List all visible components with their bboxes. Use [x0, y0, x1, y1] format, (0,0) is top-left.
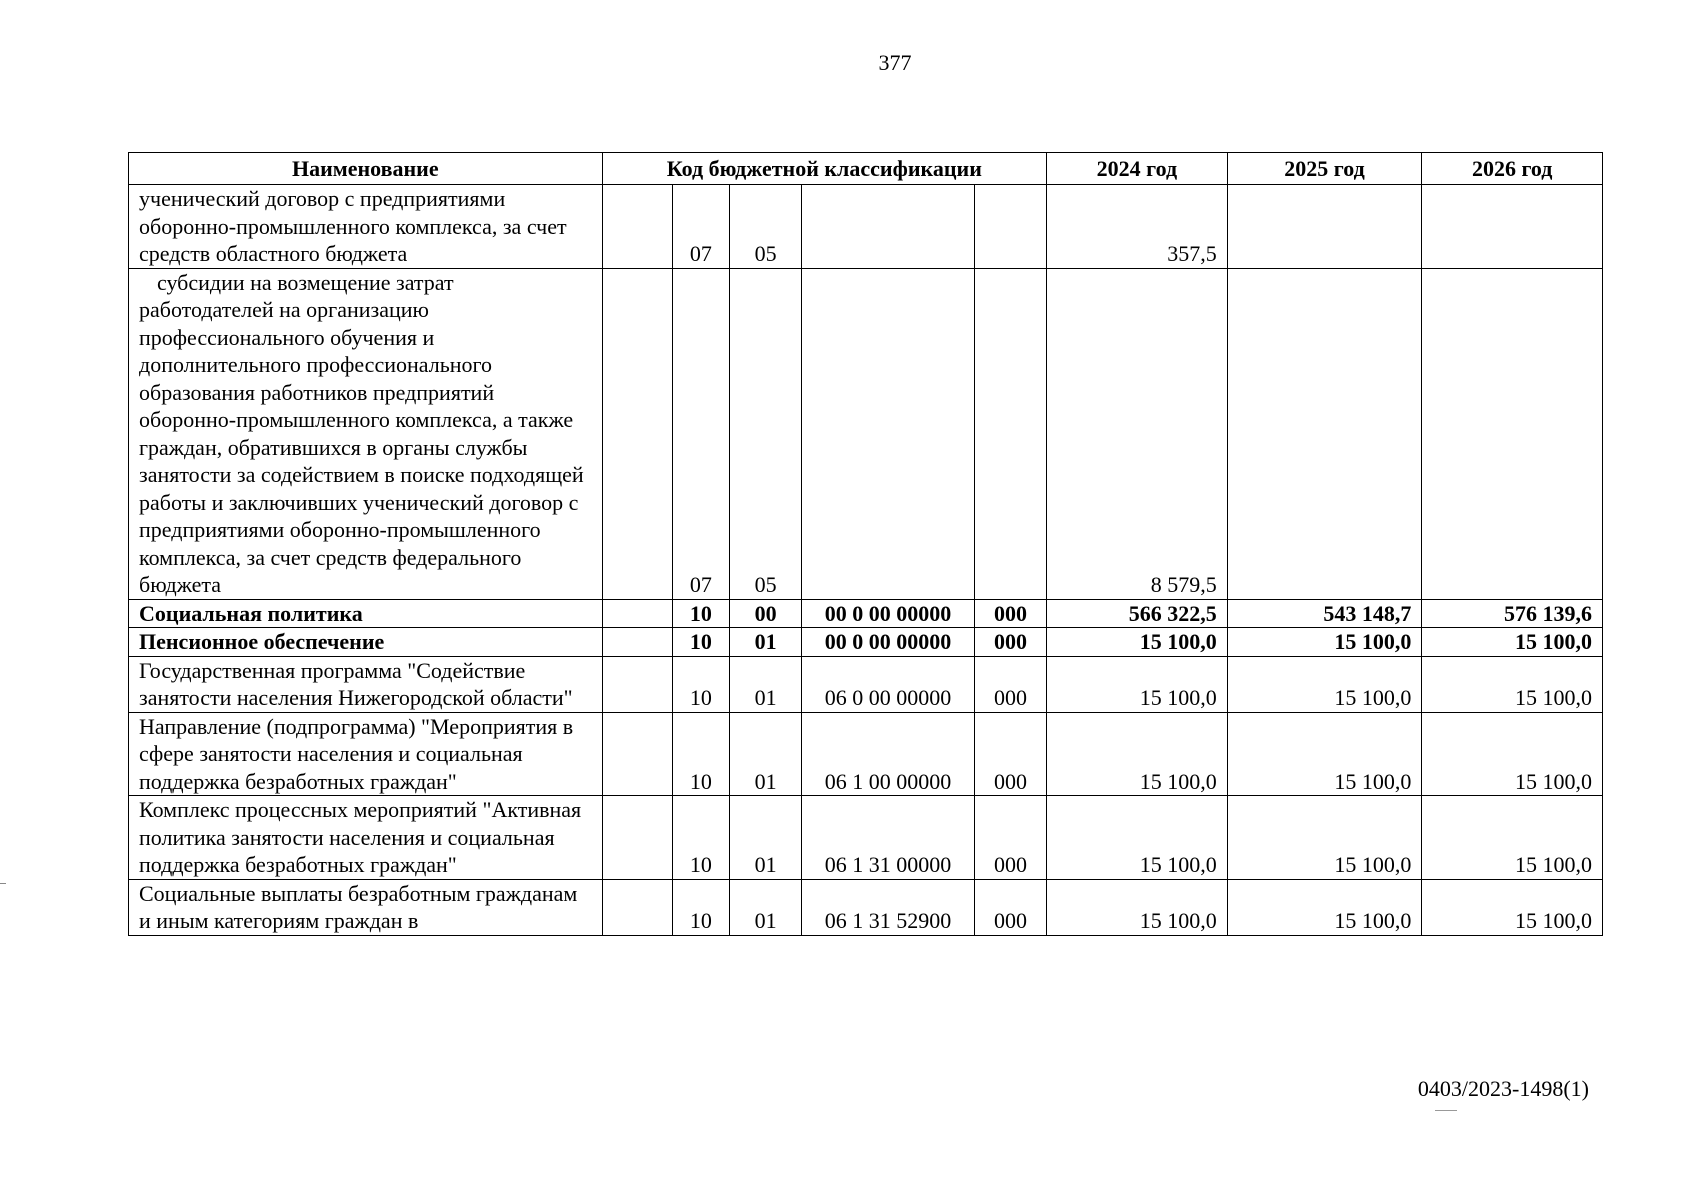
table-row	[129, 599, 1603, 628]
cell-subsection: 01	[730, 628, 802, 657]
cell-name: Социальные выплаты безработным гражданам и иным категориям граждан в	[129, 879, 603, 935]
cell-section: 10	[672, 796, 729, 880]
cell-section: 10	[672, 628, 729, 657]
header-2026: 2026 год	[1422, 153, 1603, 185]
cell-target-article: 06 0 00 00000	[802, 656, 975, 712]
cell-target-article: 00 0 00 00000	[802, 599, 975, 628]
cell-target-article	[802, 268, 975, 599]
cell-blank	[602, 712, 672, 796]
cell-2026: 576 139,6	[1422, 599, 1603, 628]
cell-subsection: 05	[730, 185, 802, 269]
cell-2025: 15 100,0	[1227, 712, 1422, 796]
header-code: Код бюджетной классификации	[602, 153, 1047, 185]
cell-2026	[1422, 268, 1603, 599]
cell-2025: 15 100,0	[1227, 796, 1422, 880]
cell-2026: 15 100,0	[1422, 656, 1603, 712]
cell-2025	[1227, 268, 1422, 599]
cell-blank	[602, 599, 672, 628]
cell-target-article	[802, 185, 975, 269]
cell-2024: 15 100,0	[1047, 879, 1228, 935]
cell-expense-type: 000	[974, 628, 1046, 657]
cell-section: 07	[672, 268, 729, 599]
cell-2025	[1227, 185, 1422, 269]
cell-section: 10	[672, 879, 729, 935]
page-number: 377	[878, 50, 912, 75]
cell-2026: 15 100,0	[1422, 796, 1603, 880]
header-2025: 2025 год	[1227, 153, 1422, 185]
cell-name: Социальная политика	[129, 599, 603, 628]
cell-target-article: 00 0 00 00000	[802, 628, 975, 657]
header-name: Наименование	[129, 153, 603, 185]
cell-expense-type: 000	[974, 656, 1046, 712]
table-row	[129, 879, 1603, 935]
cell-2025: 15 100,0	[1227, 879, 1422, 935]
table-body	[129, 185, 1603, 936]
table-header-row	[129, 153, 1603, 185]
cell-blank	[602, 628, 672, 657]
cell-subsection: 05	[730, 268, 802, 599]
cell-name: субсидии на возмещение затрат работодателей на организацию профессионального обучения и дополнительного профессионального образования работников предприятий оборонно-промышленного комплекса, а также граждан, обратившихся в органы службы занятости за содействием в поиске подходящей работы и заключивших ученический договор с предприятиями оборонно-промышленного комплекса, за счет средств федерального бюджета	[129, 268, 603, 599]
cell-2025: 15 100,0	[1227, 628, 1422, 657]
budget-table	[128, 152, 1603, 936]
cell-target-article: 06 1 00 00000	[802, 712, 975, 796]
cell-subsection: 00	[730, 599, 802, 628]
cell-2024: 566 322,5	[1047, 599, 1228, 628]
cell-2026: 15 100,0	[1422, 628, 1603, 657]
cell-expense-type: 000	[974, 796, 1046, 880]
cell-blank	[602, 268, 672, 599]
document-code: 0403/2023-1498(1)	[1417, 1076, 1589, 1101]
cell-expense-type	[974, 185, 1046, 269]
cell-name: Пенсионное обеспечение	[129, 628, 603, 657]
cell-2026	[1422, 185, 1603, 269]
cell-name: Комплекс процессных мероприятий "Активная политика занятости населения и социальная поддержка безработных граждан"	[129, 796, 603, 880]
cell-section: 10	[672, 599, 729, 628]
table-row	[129, 712, 1603, 796]
cell-name: Государственная программа "Содействие занятости населения Нижегородской области"	[129, 656, 603, 712]
cell-2024: 15 100,0	[1047, 712, 1228, 796]
table-row	[129, 268, 1603, 599]
cell-2024: 15 100,0	[1047, 796, 1228, 880]
footer-mark	[1435, 1110, 1457, 1111]
cell-subsection: 01	[730, 712, 802, 796]
header-2024: 2024 год	[1047, 153, 1228, 185]
cell-2025: 543 148,7	[1227, 599, 1422, 628]
cell-subsection: 01	[730, 879, 802, 935]
cell-2024: 8 579,5	[1047, 268, 1228, 599]
cell-expense-type	[974, 268, 1046, 599]
cell-2026: 15 100,0	[1422, 712, 1603, 796]
cell-2024: 15 100,0	[1047, 656, 1228, 712]
cell-section: 10	[672, 656, 729, 712]
cell-target-article: 06 1 31 52900	[802, 879, 975, 935]
table-row	[129, 656, 1603, 712]
cell-name: ученический договор с предприятиями оборонно-промышленного комплекса, за счет средств областного бюджета	[129, 185, 603, 269]
cell-2026: 15 100,0	[1422, 879, 1603, 935]
cell-section: 07	[672, 185, 729, 269]
cell-name: Направление (подпрограмма) "Мероприятия в сфере занятости населения и социальная поддержка безработных граждан"	[129, 712, 603, 796]
table-row	[129, 796, 1603, 880]
cell-expense-type: 000	[974, 712, 1046, 796]
table-row	[129, 628, 1603, 657]
cell-blank	[602, 656, 672, 712]
cell-2024: 15 100,0	[1047, 628, 1228, 657]
cell-blank	[602, 185, 672, 269]
cell-expense-type: 000	[974, 599, 1046, 628]
cell-2024: 357,5	[1047, 185, 1228, 269]
cell-blank	[602, 796, 672, 880]
cell-section: 10	[672, 712, 729, 796]
cell-expense-type: 000	[974, 879, 1046, 935]
cell-2025: 15 100,0	[1227, 656, 1422, 712]
cell-subsection: 01	[730, 656, 802, 712]
cell-target-article: 06 1 31 00000	[802, 796, 975, 880]
edge-mark	[0, 883, 6, 884]
cell-blank	[602, 879, 672, 935]
cell-subsection: 01	[730, 796, 802, 880]
table-row	[129, 185, 1603, 269]
